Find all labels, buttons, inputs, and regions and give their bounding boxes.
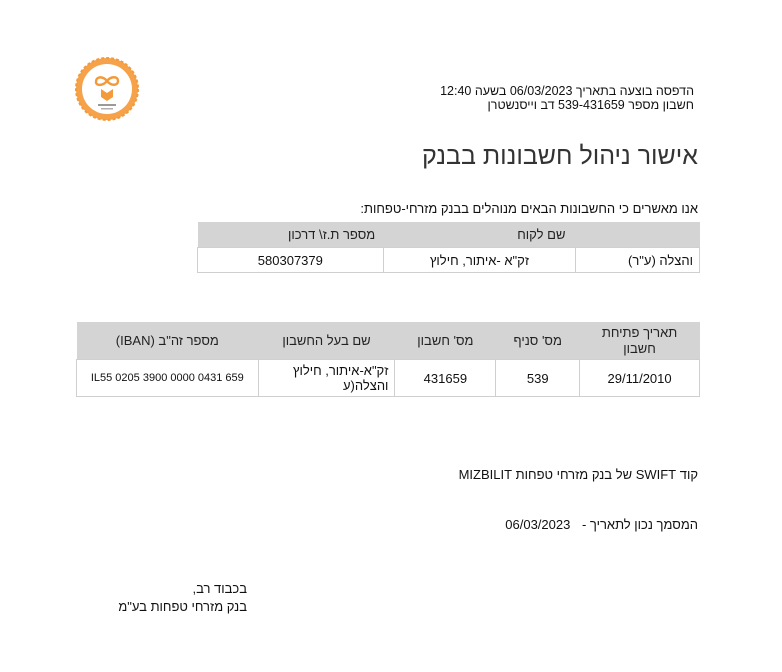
account-owner-cell: זק"א-איתור, חילוץ והצלה(ע: [258, 360, 395, 397]
bank-seal-logo: [74, 56, 140, 122]
header-id-number: מספר ת.ז\ דרכון: [198, 222, 384, 248]
page-title: אישור ניהול חשבונות בבנק: [422, 142, 698, 170]
validity-line: [505, 517, 698, 532]
header-iban: מספר זה"ב (IBAN): [77, 322, 259, 360]
signature-greeting: בכבוד רב,: [192, 581, 247, 596]
customer-name-part1: והצלה (ע"ר): [576, 248, 700, 273]
header-branch: מס' סניף: [496, 322, 580, 360]
customer-table: [197, 222, 700, 273]
header-open-date: תאריך פתיחת חשבון: [580, 322, 700, 360]
account-holder-line: חשבון מספר 539-431659 דב וייסנשטרן: [487, 98, 694, 112]
header-account-owner: שם בעל החשבון: [258, 322, 395, 360]
branch-cell: 539: [496, 360, 580, 397]
swift-label: קוד SWIFT של בנק מזרחי טפחות: [515, 467, 698, 482]
validity-label: המסמך נכון לתאריך -: [581, 517, 698, 532]
signature-bank-name: בנק מזרחי טפחות בע"מ: [118, 599, 247, 614]
signature-block: [84, 580, 247, 616]
iban-cell: IL55 0205 3900 0000 0431 659: [77, 360, 259, 397]
swift-line: [459, 467, 698, 482]
table-row: [77, 360, 700, 397]
account-number-cell: 431659: [395, 360, 496, 397]
header-customer-name: שם לקוח: [383, 222, 699, 248]
swift-code: MIZBILIT: [458, 467, 513, 482]
customer-name-part2: זק"א -איתור, חילוץ: [383, 248, 576, 273]
table-row: [198, 248, 700, 273]
customer-id-number: 580307379: [198, 248, 384, 273]
header-account-number: מס' חשבון: [395, 322, 496, 360]
accounts-table: [76, 322, 700, 397]
print-timestamp: הדפסה בוצעה בתאריך 06/03/2023 בשעה 12:40: [440, 84, 694, 98]
print-info: [440, 84, 694, 112]
intro-text: אנו מאשרים כי החשבונות הבאים מנוהלים בבנק מזרחי-טפחות:: [360, 201, 698, 216]
validity-date: 06/03/2023: [505, 517, 571, 532]
open-date-cell: 29/11/2010: [580, 360, 700, 397]
